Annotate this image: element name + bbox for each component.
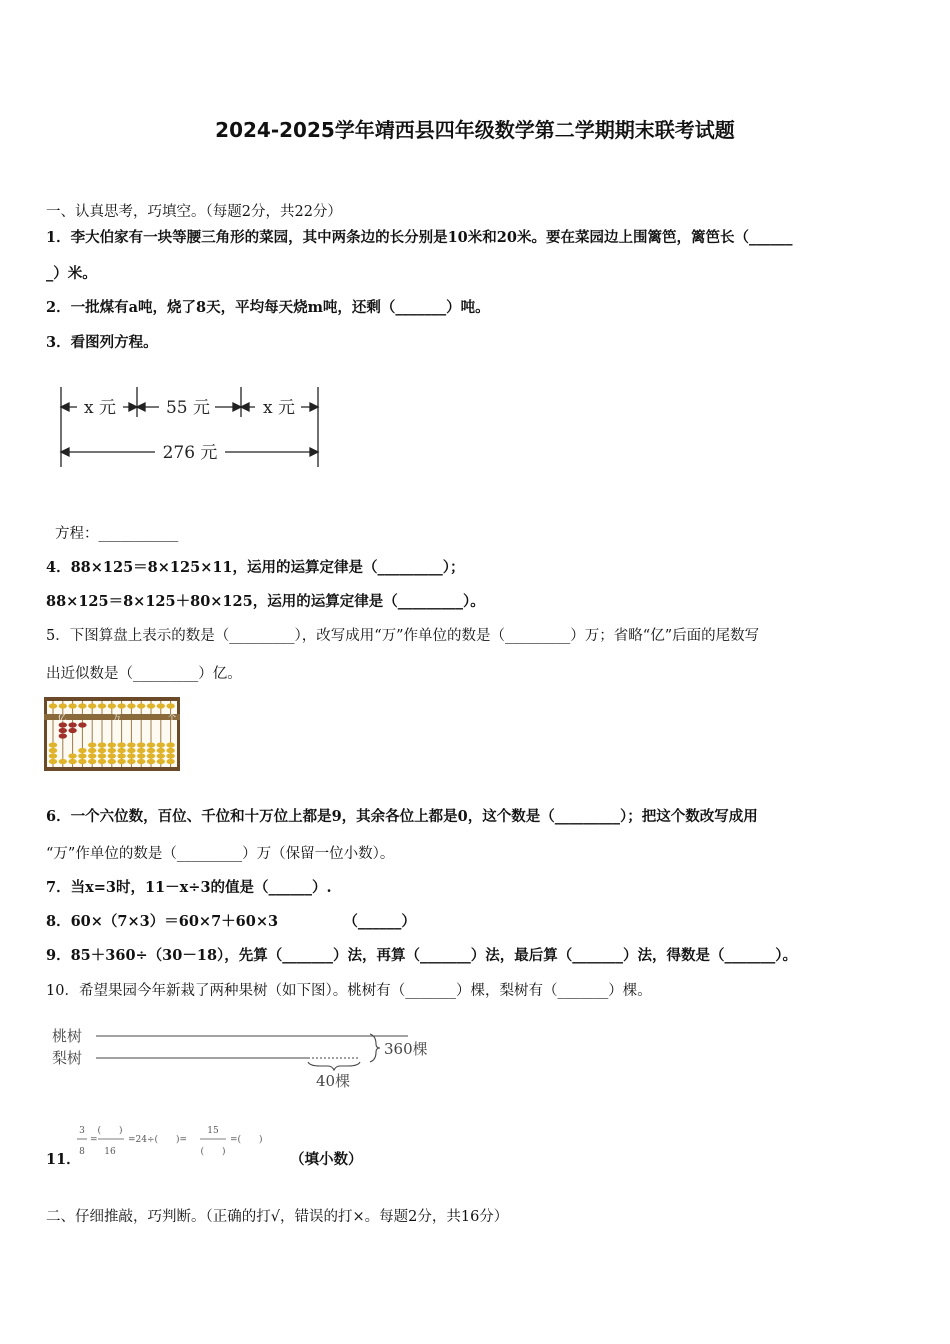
abacus-bead bbox=[49, 742, 57, 747]
fraction-3-denominator: ( ) bbox=[200, 1147, 226, 1157]
abacus-bead bbox=[147, 753, 155, 758]
peach-label: 桃树 bbox=[52, 1027, 83, 1045]
abacus-bead bbox=[147, 742, 155, 747]
equals-sign: = bbox=[90, 1135, 98, 1145]
segment-middle-label: 55 元 bbox=[165, 398, 211, 418]
abacus-figure bbox=[44, 697, 180, 771]
abacus-bead bbox=[98, 748, 106, 753]
abacus-bead bbox=[59, 728, 67, 733]
decimal-blank: =( ) bbox=[230, 1135, 263, 1145]
abacus-bead bbox=[166, 759, 174, 764]
question-8: 8．60×（7×3）＝60×7＋60×3 （______） bbox=[46, 913, 416, 930]
abacus-bead bbox=[108, 753, 116, 758]
division-expression: =24÷( )= bbox=[128, 1135, 188, 1145]
abacus-bead bbox=[117, 742, 125, 747]
segment-right-label: x 元 bbox=[263, 398, 295, 418]
abacus-bead bbox=[49, 748, 57, 753]
question-11-note: （填小数） bbox=[290, 1151, 363, 1168]
abacus-bead bbox=[108, 759, 116, 764]
abacus-bead bbox=[68, 728, 76, 733]
abacus-bead bbox=[117, 703, 125, 708]
question-10: 10．希望果园今年新栽了两种果树（如下图）。桃树有（_______）棵，梨树有（_______）棵。 bbox=[46, 983, 652, 999]
abacus-bead bbox=[59, 759, 67, 764]
segment-total-label: 276 元 bbox=[162, 443, 218, 463]
abacus-bead bbox=[157, 742, 165, 747]
abacus-label-wan: 万 bbox=[113, 713, 121, 722]
q10-tree-diagram bbox=[48, 1022, 428, 1092]
abacus-bead bbox=[88, 753, 96, 758]
abacus-bead bbox=[68, 722, 76, 727]
abacus-bead bbox=[59, 703, 67, 708]
abacus-bead bbox=[68, 759, 76, 764]
question-7: 7．当x=3时，11－x÷3的值是（______）. bbox=[46, 879, 332, 896]
abacus-bead bbox=[137, 759, 145, 764]
abacus-bead bbox=[88, 759, 96, 764]
abacus-bead bbox=[78, 722, 86, 727]
q3-segment-diagram bbox=[55, 382, 330, 477]
abacus-bead bbox=[78, 753, 86, 758]
abacus-bead bbox=[117, 759, 125, 764]
question-2: 2．一批煤有a吨，烧了8天，平均每天烧m吨，还剩（_______）吨。 bbox=[46, 299, 490, 316]
abacus-bead bbox=[98, 753, 106, 758]
abacus-bead bbox=[98, 759, 106, 764]
abacus-bead bbox=[157, 759, 165, 764]
question-3: 3．看图列方程。 bbox=[46, 334, 158, 351]
abacus-bead bbox=[108, 742, 116, 747]
abacus-bead bbox=[49, 759, 57, 764]
question-5-line-1: 5．下图算盘上表示的数是（_________），改写成用“万”作单位的数是（_________）万；省略“亿”后面的尾数写 bbox=[46, 628, 760, 644]
abacus-bead bbox=[108, 703, 116, 708]
question-11-number: 11． bbox=[46, 1151, 81, 1168]
section-2-heading: 二、仔细推敲，巧判断。（正确的打√，错误的打×。每题2分，共16分） bbox=[46, 1209, 509, 1225]
question-9: 9．85＋360÷（30－18），先算（_______）法，再算（_______）法，最后算（_______）法，得数是（_______）。 bbox=[46, 947, 798, 964]
abacus-bead bbox=[68, 703, 76, 708]
fraction-2-denominator: 16 bbox=[104, 1147, 116, 1157]
abacus-bead bbox=[117, 748, 125, 753]
abacus-bead bbox=[166, 748, 174, 753]
abacus-bead bbox=[98, 703, 106, 708]
question-4-line-2: 88×125＝8×125＋80×125，运用的运算定律是（_________）。 bbox=[46, 593, 485, 610]
abacus-bead bbox=[157, 748, 165, 753]
question-4-line-1: 4．88×125＝8×125×11，运用的运算定律是（_________）； bbox=[46, 559, 465, 576]
abacus-bead bbox=[166, 742, 174, 747]
abacus-bead bbox=[137, 753, 145, 758]
abacus-bead bbox=[127, 748, 135, 753]
abacus-bead bbox=[117, 753, 125, 758]
abacus-bead bbox=[127, 703, 135, 708]
question-1-line-2: _）米。 bbox=[46, 265, 97, 282]
abacus-bead bbox=[78, 748, 86, 753]
question-6-line-1: 6．一个六位数，百位、千位和十万位上都是9，其余各位上都是0，这个数是（_________）；把这个数改写成用 bbox=[46, 808, 758, 825]
total-trees-label: 360棵 bbox=[384, 1040, 428, 1058]
abacus-bead bbox=[59, 722, 67, 727]
abacus-bead bbox=[147, 759, 155, 764]
abacus-bead bbox=[108, 748, 116, 753]
abacus-bead bbox=[49, 753, 57, 758]
abacus-bead bbox=[78, 759, 86, 764]
abacus-bead bbox=[166, 703, 174, 708]
question-3-answer-line: 方程：___________ bbox=[55, 526, 179, 542]
abacus-bead bbox=[68, 753, 76, 758]
fraction-2-numerator: ( ) bbox=[97, 1126, 123, 1136]
abacus-bead bbox=[88, 742, 96, 747]
abacus-bead bbox=[127, 742, 135, 747]
abacus-bead bbox=[137, 703, 145, 708]
abacus-bead bbox=[88, 748, 96, 753]
abacus-bead bbox=[157, 753, 165, 758]
fraction-1-numerator: 3 bbox=[79, 1126, 85, 1136]
abacus-bead bbox=[157, 703, 165, 708]
abacus-bead bbox=[166, 753, 174, 758]
segment-left-label: x 元 bbox=[84, 398, 116, 418]
question-1-line-1: 1．李大伯家有一块等腰三角形的菜园，其中两条边的长分别是10米和20米。要在菜园边上围篱笆，篱笆长（______ bbox=[46, 229, 793, 246]
abacus-bead bbox=[147, 703, 155, 708]
fraction-1-denominator: 8 bbox=[79, 1147, 85, 1157]
section-1-heading: 一、认真思考，巧填空。（每题2分，共22分） bbox=[46, 204, 342, 220]
question-5-line-2: 出近似数是（_________）亿。 bbox=[46, 666, 242, 682]
abacus-bead bbox=[137, 748, 145, 753]
abacus-bead bbox=[78, 703, 86, 708]
abacus-bead bbox=[88, 703, 96, 708]
abacus-bead bbox=[59, 733, 67, 738]
abacus-bead bbox=[127, 759, 135, 764]
abacus-bead bbox=[98, 742, 106, 747]
abacus-bead bbox=[49, 703, 57, 708]
abacus-bead bbox=[127, 753, 135, 758]
pear-label: 梨树 bbox=[52, 1049, 83, 1067]
abacus-bead bbox=[137, 742, 145, 747]
difference-label: 40棵 bbox=[316, 1072, 351, 1090]
fraction-3-numerator: 15 bbox=[207, 1126, 219, 1136]
q11-fraction-equation bbox=[76, 1122, 286, 1168]
page-title: 2024-2025学年靖西县四年级数学第二学期期末联考试题 bbox=[215, 118, 735, 142]
abacus-label-ge: 个 bbox=[168, 713, 176, 722]
question-6-line-2: “万”作单位的数是（_________）万（保留一位小数）。 bbox=[46, 846, 395, 862]
abacus-bead bbox=[147, 748, 155, 753]
abacus-label-yi: 亿 bbox=[58, 713, 66, 722]
